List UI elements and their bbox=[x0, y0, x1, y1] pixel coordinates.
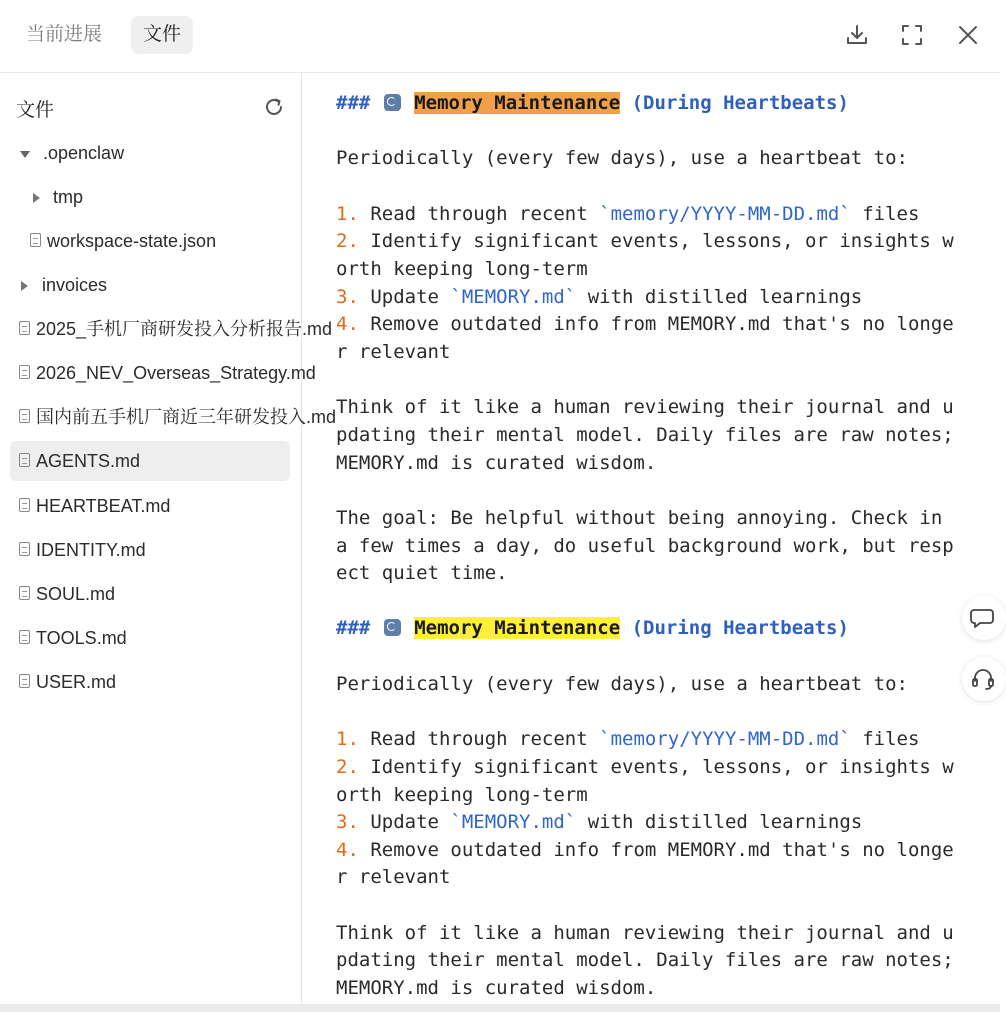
file-2025-report[interactable] bbox=[10, 309, 333, 349]
top-bar bbox=[0, 0, 1000, 73]
file-icon bbox=[19, 498, 30, 512]
file-icon bbox=[19, 365, 30, 379]
tree-item-label: IDENTITY.md bbox=[36, 540, 146, 560]
list-item-continuation: r relevant bbox=[336, 866, 451, 888]
file-sidebar bbox=[0, 73, 337, 1012]
paragraph-line: MEMORY.md is curated wisdom. bbox=[336, 977, 657, 999]
repeat-emoji-icon bbox=[384, 619, 401, 636]
file-top5-rd[interactable] bbox=[10, 397, 337, 437]
file-icon bbox=[19, 409, 30, 423]
paragraph-line: Periodically (every few days), use a heartbeat to: bbox=[336, 147, 908, 169]
paragraph-line: ect quiet time. bbox=[336, 562, 508, 584]
repeat-emoji-icon bbox=[384, 94, 401, 111]
paragraph-line: Periodically (every few days), use a heartbeat to: bbox=[336, 673, 908, 695]
download-icon[interactable] bbox=[844, 22, 870, 48]
paragraph-line: The goal: Be helpful without being annoying. Check in bbox=[336, 507, 943, 529]
tree-item-label: tmp bbox=[53, 187, 84, 207]
tree-item-label: 国内前五手机厂商近三年研发投入.md bbox=[36, 407, 337, 427]
tree-item-label: 2026_NEV_Overseas_Strategy.md bbox=[36, 363, 316, 383]
tree-item-label: 2025_手机厂商研发投入分析报告.md bbox=[36, 319, 333, 339]
file-icon bbox=[19, 630, 30, 644]
paragraph-line: a few times a day, do useful background work, but resp bbox=[336, 535, 954, 557]
chat-button[interactable] bbox=[962, 596, 1006, 640]
file-icon bbox=[30, 233, 41, 247]
list-item: 3. Update `MEMORY.md` with distilled learnings bbox=[336, 811, 863, 833]
support-button[interactable] bbox=[962, 657, 1006, 701]
horizontal-scrollbar[interactable] bbox=[0, 1004, 1000, 1012]
list-item: 2. Identify significant events, lessons, or insights w bbox=[336, 230, 954, 252]
chevron-right-icon bbox=[21, 281, 28, 291]
file-icon bbox=[19, 321, 30, 335]
list-item-continuation: r relevant bbox=[336, 341, 451, 363]
folder-invoices[interactable] bbox=[10, 265, 290, 305]
file-user[interactable] bbox=[10, 662, 290, 702]
folder-tmp[interactable] bbox=[10, 177, 290, 217]
file-2026-nev[interactable] bbox=[10, 353, 316, 393]
refresh-icon[interactable] bbox=[262, 95, 286, 119]
paragraph-line: pdating their mental model. Daily files are raw notes; bbox=[336, 424, 954, 446]
file-icon bbox=[19, 674, 30, 688]
chat-bubble-icon bbox=[962, 596, 1006, 640]
file-agents[interactable] bbox=[10, 441, 290, 481]
tree-item-label: AGENTS.md bbox=[36, 451, 141, 471]
tab-files[interactable]: 文件 bbox=[131, 16, 193, 54]
tree-item-label: invoices bbox=[42, 275, 108, 295]
file-heartbeat[interactable] bbox=[10, 486, 290, 526]
list-item: 2. Identify significant events, lessons, or insights w bbox=[336, 756, 954, 778]
paragraph-line: pdating their mental model. Daily files are raw notes; bbox=[336, 949, 954, 971]
file-icon bbox=[19, 542, 30, 556]
chevron-down-icon bbox=[20, 151, 30, 158]
file-icon bbox=[19, 453, 30, 467]
paragraph-line: MEMORY.md is curated wisdom. bbox=[336, 452, 657, 474]
headset-icon bbox=[962, 657, 1006, 701]
folder-openclaw[interactable] bbox=[10, 133, 290, 173]
tree-item-label: HEARTBEAT.md bbox=[36, 496, 171, 516]
list-item: 1. Read through recent `memory/YYYY-MM-DD.md` files bbox=[336, 203, 920, 225]
tab-progress[interactable]: 当前进展 bbox=[26, 24, 103, 45]
tree-item-label: workspace-state.json bbox=[47, 231, 217, 251]
file-soul[interactable] bbox=[10, 574, 290, 614]
paragraph-line: Think of it like a human reviewing their journal and u bbox=[336, 396, 954, 418]
list-item: 3. Update `MEMORY.md` with distilled learnings bbox=[336, 286, 863, 308]
tree-item-label: SOUL.md bbox=[36, 584, 116, 604]
paragraph-line: Think of it like a human reviewing their journal and u bbox=[336, 922, 954, 944]
list-item-continuation: orth keeping long-term bbox=[336, 784, 588, 806]
tree-item-label: .openclaw bbox=[43, 143, 125, 163]
sidebar-title: 文件 bbox=[16, 100, 55, 121]
chevron-right-icon bbox=[33, 193, 40, 203]
close-icon[interactable] bbox=[955, 22, 981, 48]
file-tools[interactable] bbox=[10, 618, 290, 658]
section-heading: ### Memory Maintenance (During Heartbeats) bbox=[336, 617, 849, 639]
list-item: 4. Remove outdated info from MEMORY.md that's no longe bbox=[336, 839, 954, 861]
list-item: 4. Remove outdated info from MEMORY.md that's no longe bbox=[336, 313, 954, 335]
list-item-continuation: orth keeping long-term bbox=[336, 258, 588, 280]
file-content-viewer[interactable] bbox=[303, 73, 1000, 1004]
file-workspace-state[interactable] bbox=[10, 221, 290, 261]
list-item: 1. Read through recent `memory/YYYY-MM-DD.md` files bbox=[336, 728, 920, 750]
file-identity[interactable] bbox=[10, 530, 290, 570]
section-heading: ### Memory Maintenance (During Heartbeats) bbox=[336, 92, 849, 114]
tree-item-label: USER.md bbox=[36, 672, 117, 692]
file-icon bbox=[19, 586, 30, 600]
fullscreen-icon[interactable] bbox=[899, 22, 925, 48]
tree-item-label: TOOLS.md bbox=[36, 628, 127, 648]
